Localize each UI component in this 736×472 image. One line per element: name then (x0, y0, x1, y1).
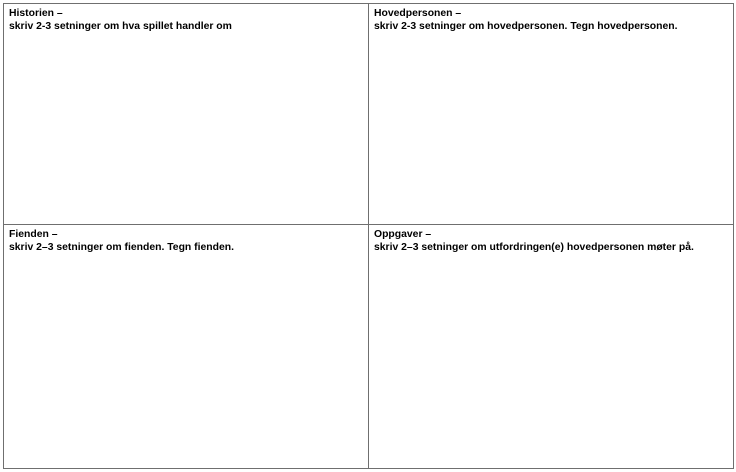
main-character-instruction: skriv 2-3 setninger om hovedpersonen. Tegn hovedpersonen. (374, 21, 678, 32)
tasks-cell (369, 225, 733, 468)
enemy-cell (4, 225, 369, 468)
planning-worksheet-table (3, 3, 734, 469)
tasks-instruction: skriv 2–3 setninger om utfordringen(e) hovedpersonen møter på. (374, 242, 694, 253)
story-heading: Historien – (9, 8, 63, 19)
enemy-instruction: skriv 2–3 setninger om fienden. Tegn fienden. (9, 242, 234, 253)
story-instruction: skriv 2-3 setninger om hva spillet handler om (9, 21, 232, 32)
main-character-cell (369, 4, 733, 225)
main-character-heading: Hovedpersonen – (374, 8, 462, 19)
enemy-heading: Fienden – (9, 229, 58, 240)
story-cell (4, 4, 369, 225)
tasks-heading: Oppgaver – (374, 229, 432, 240)
